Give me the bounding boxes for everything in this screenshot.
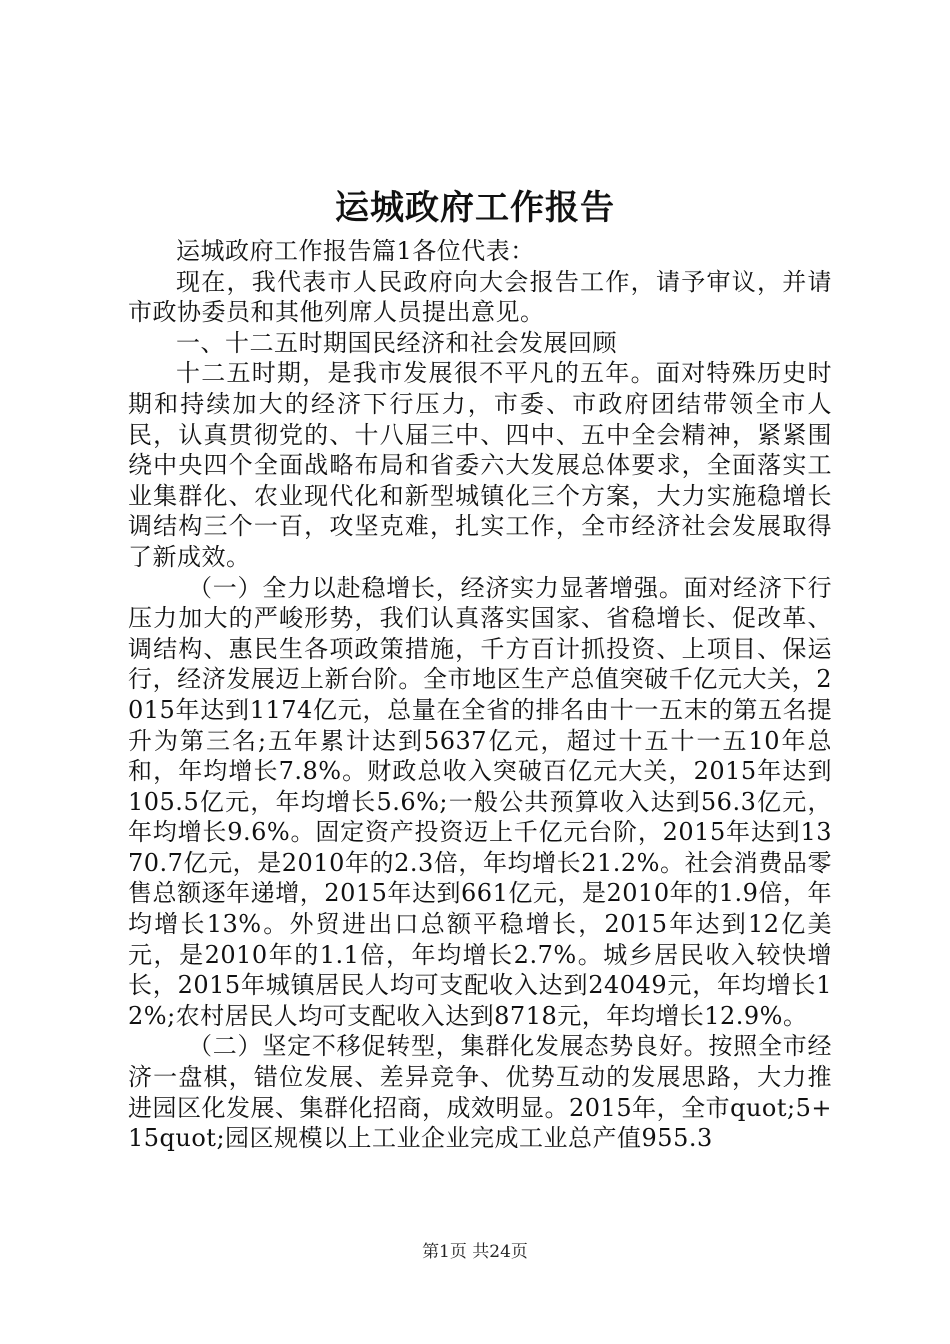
page-number: 第1页 共24页 <box>422 1242 528 1262</box>
paragraph-review: 十二五时期，是我市发展很不平凡的五年。面对特殊历史时期和持续加大的经济下行压力，市委、市政府团结带领全市人民，认真贯彻党的、十八届三中、四中、五中全会精神，紧紧围绕中央四个全面战略布局和省委六大发展总体要求，全面落实工业集群化、农业现代化和新型城镇化三个方案，大力实施稳增长调结构三个一百，攻坚克难，扎实工作，全市经济社会发展取得了新成效。 <box>128 359 832 571</box>
document-title: 运城政府工作报告 <box>335 188 615 228</box>
paragraph-growth: （一）全力以赴稳增长，经济实力显著增强。面对经济下行压力加大的严峻形势，我们认真落实国家、省稳增长、促改革、调结构、惠民生各项政策措施，千方百计抓投资、上项目、保运行，经济发展迈上新台阶。全市地区生产总值突破千亿元大关，2015年达到1174亿元，总量在全省的排名由十一五末的第五名提升为第三名;五年累计达到5637亿元，超过十五十一五10年总和，年均增长7.8%。财政总收入突破百亿元大关，2015年达到105.5亿元，年均增长5.6%;一般公共预算收入达到56.3亿元，年均增长9.6%。固定资产投资迈上千亿元台阶，2015年达到1370.7亿元，是2010年的2.3倍，年均增长21.2%。社会消费品零售总额逐年递增，2015年达到661亿元，是2010年的1.9倍，年均增长13%。外贸进出口总额平稳增长，2015年达到12亿美元，是2010年的1.1倍，年均增长2.7%。城乡居民收入较快增长，2015年城镇居民人均可支配收入达到24049元，年均增长12%;农村居民人均可支配收入达到8718元，年均增长12.9%。 <box>128 573 832 1030</box>
document-body <box>128 236 832 1154</box>
section-heading: 一、十二五时期国民经济和社会发展回顾 <box>176 328 617 357</box>
paragraph-intro: 现在，我代表市人民政府向大会报告工作，请予审议，并请市政协委员和其他列席人员提出意见。 <box>128 267 832 327</box>
paragraph-transformation: （二）坚定不移促转型，集群化发展态势良好。按照全市经济一盘棋，错位发展、差异竞争、优势互动的发展思路，大力推进园区化发展、集群化招商，成效明显。2015年，全市quot;5+15quot;园区规模以上工业企业完成工业总产值955.3 <box>128 1032 832 1153</box>
paragraph-opening: 运城政府工作报告篇1各位代表： <box>176 237 535 265</box>
